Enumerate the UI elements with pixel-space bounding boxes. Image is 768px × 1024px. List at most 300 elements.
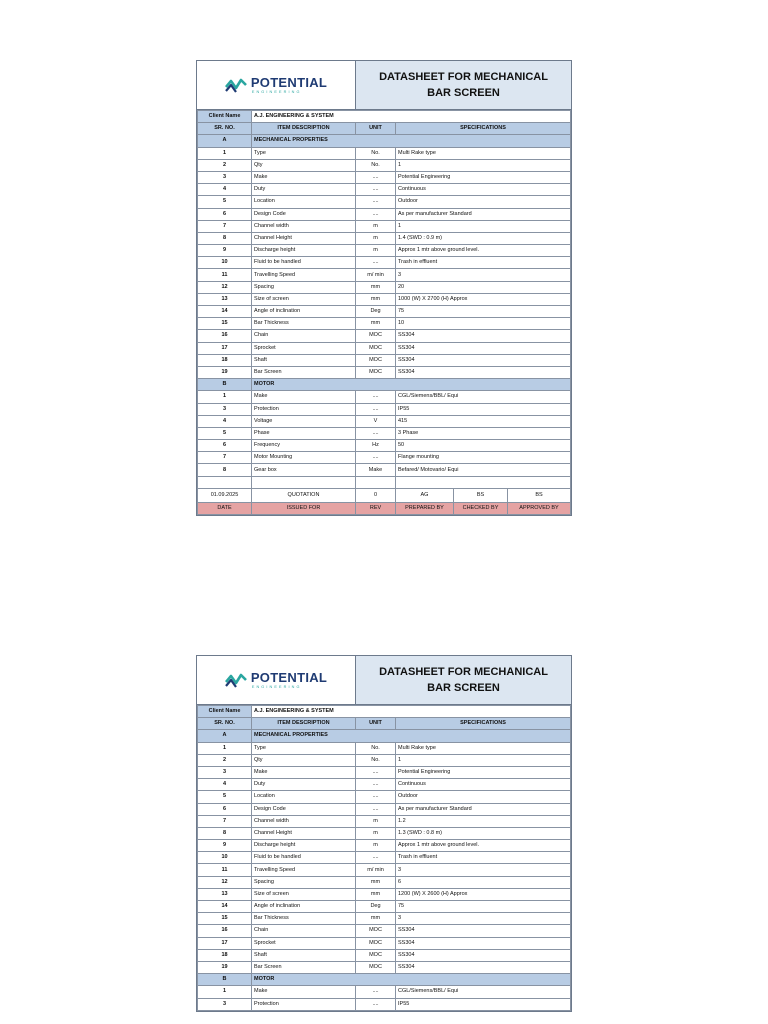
sr-no-cell: 11: [198, 864, 252, 876]
item-description-cell: Spacing: [252, 876, 356, 888]
unit-cell: Deg: [356, 901, 396, 913]
section-title: MOTOR: [252, 379, 571, 391]
sr-no-cell: 12: [198, 281, 252, 293]
item-description-cell: Channel Height: [252, 827, 356, 839]
table-row: [198, 888, 571, 900]
section-code: B: [198, 379, 252, 391]
unit-cell: No.: [356, 754, 396, 766]
table-row: [198, 815, 571, 827]
unit-cell: ....: [356, 766, 396, 778]
table-row: [198, 998, 571, 1010]
specification-cell: IP55: [396, 403, 571, 415]
unit-cell: MOC: [356, 342, 396, 354]
sr-no-cell: 12: [198, 876, 252, 888]
specification-cell: SS304: [396, 342, 571, 354]
sr-no-cell: 13: [198, 888, 252, 900]
item-description-cell: Make: [252, 986, 356, 998]
specification-cell: As per manufacturer Standard: [396, 208, 571, 220]
table-row: [198, 852, 571, 864]
table-row: [198, 986, 571, 998]
specification-cell: 10: [396, 318, 571, 330]
sr-no-cell: 16: [198, 925, 252, 937]
item-description-cell: Fluid to be handled: [252, 257, 356, 269]
company-logo: [197, 656, 356, 704]
sr-no-cell: 1: [198, 742, 252, 754]
item-description-cell: Size of screen: [252, 888, 356, 900]
item-description-cell: Make: [252, 171, 356, 183]
logo-subtitle: ENGINEERING: [251, 684, 302, 689]
blank-cell: [396, 476, 571, 488]
spec-table-body: [198, 706, 571, 1011]
unit-cell: MOC: [356, 961, 396, 973]
sr-no-cell: 5: [198, 791, 252, 803]
unit-cell: ....: [356, 791, 396, 803]
specification-cell: 1: [396, 754, 571, 766]
item-description-cell: Phase: [252, 427, 356, 439]
specification-cell: SS304: [396, 925, 571, 937]
datasheet-page-1: [196, 60, 572, 516]
section-header-row: [198, 974, 571, 986]
sr-no-cell: 19: [198, 961, 252, 973]
col-header-item-description: ITEM DESCRIPTION: [252, 123, 356, 135]
item-description-cell: Gear box: [252, 464, 356, 476]
unit-cell: ....: [356, 403, 396, 415]
logo-name: POTENTIAL: [250, 74, 328, 90]
item-description-cell: Protection: [252, 403, 356, 415]
unit-cell: m: [356, 220, 396, 232]
specification-cell: Potential Engineering: [396, 171, 571, 183]
table-row: [198, 925, 571, 937]
revision-value-cell: BS: [454, 488, 508, 502]
specification-cell: 3 Phase: [396, 427, 571, 439]
item-description-cell: Shaft: [252, 949, 356, 961]
table-row: [198, 803, 571, 815]
sheet-header: [197, 656, 571, 705]
unit-cell: m: [356, 815, 396, 827]
sr-no-cell: 9: [198, 245, 252, 257]
specification-cell: SS304: [396, 354, 571, 366]
sr-no-cell: 8: [198, 827, 252, 839]
column-header-row: [198, 718, 571, 730]
table-row: [198, 184, 571, 196]
table-row: [198, 171, 571, 183]
revision-label-cell: APPROVED BY: [508, 502, 571, 514]
unit-cell: Deg: [356, 306, 396, 318]
table-row: [198, 391, 571, 403]
unit-cell: MOC: [356, 937, 396, 949]
unit-cell: ....: [356, 803, 396, 815]
unit-cell: MOC: [356, 949, 396, 961]
spec-table-body: [198, 111, 571, 515]
table-row: [198, 342, 571, 354]
sr-no-cell: 10: [198, 257, 252, 269]
item-description-cell: Fluid to be handled: [252, 852, 356, 864]
unit-cell: No.: [356, 159, 396, 171]
specification-cell: Flange mounting: [396, 452, 571, 464]
revision-value-cell: QUOTATION: [252, 488, 356, 502]
specification-cell: As per manufacturer Standard: [396, 803, 571, 815]
sr-no-cell: 3: [198, 403, 252, 415]
sr-no-cell: 2: [198, 159, 252, 171]
specification-cell: 1000 (W) X 2700 (H) Approx: [396, 293, 571, 305]
item-description-cell: Bar Screen: [252, 961, 356, 973]
item-description-cell: Location: [252, 791, 356, 803]
unit-cell: mm: [356, 281, 396, 293]
revision-value-cell: BS: [508, 488, 571, 502]
col-header-unit: UNIT: [356, 123, 396, 135]
item-description-cell: Sprocket: [252, 937, 356, 949]
unit-cell: mm: [356, 913, 396, 925]
item-description-cell: Voltage: [252, 415, 356, 427]
sr-no-cell: 9: [198, 840, 252, 852]
col-header-specifications: SPECIFICATIONS: [396, 123, 571, 135]
sr-no-cell: 18: [198, 949, 252, 961]
sr-no-cell: 14: [198, 901, 252, 913]
item-description-cell: Qty: [252, 754, 356, 766]
datasheet-page-2: [196, 655, 572, 1012]
col-header-sr-no: SR. NO.: [198, 718, 252, 730]
specification-cell: Continuous: [396, 779, 571, 791]
sr-no-cell: 8: [198, 464, 252, 476]
unit-cell: MOC: [356, 354, 396, 366]
table-row: [198, 440, 571, 452]
unit-cell: m/ min: [356, 269, 396, 281]
specification-cell: CGL/Siemens/BBL/ Equi: [396, 391, 571, 403]
item-description-cell: Bar Screen: [252, 366, 356, 378]
section-header-row: [198, 135, 571, 147]
specification-cell: 415: [396, 415, 571, 427]
section-title: MOTOR: [252, 974, 571, 986]
sr-no-cell: 17: [198, 342, 252, 354]
sr-no-cell: 8: [198, 232, 252, 244]
specification-cell: 1: [396, 220, 571, 232]
item-description-cell: Frequency: [252, 440, 356, 452]
item-description-cell: Duty: [252, 779, 356, 791]
table-row: [198, 220, 571, 232]
table-row: [198, 196, 571, 208]
logo-name: POTENTIAL: [250, 669, 328, 685]
unit-cell: No.: [356, 147, 396, 159]
table-row: [198, 876, 571, 888]
table-row: [198, 937, 571, 949]
revision-label-cell: REV: [356, 502, 396, 514]
sr-no-cell: 7: [198, 220, 252, 232]
sr-no-cell: 16: [198, 330, 252, 342]
specification-cell: Outdoor: [396, 196, 571, 208]
sr-no-cell: 1: [198, 391, 252, 403]
specification-cell: 6: [396, 876, 571, 888]
specification-cell: Trash in effluent: [396, 257, 571, 269]
unit-cell: ....: [356, 171, 396, 183]
item-description-cell: Chain: [252, 925, 356, 937]
client-name-label: Client Name: [198, 111, 252, 123]
item-description-cell: Make: [252, 766, 356, 778]
item-description-cell: Channel Height: [252, 232, 356, 244]
unit-cell: MOC: [356, 366, 396, 378]
spec-table: [197, 705, 571, 1011]
item-description-cell: Type: [252, 147, 356, 159]
specification-cell: 50: [396, 440, 571, 452]
item-description-cell: Spacing: [252, 281, 356, 293]
item-description-cell: Location: [252, 196, 356, 208]
unit-cell: ....: [356, 196, 396, 208]
item-description-cell: Design Code: [252, 803, 356, 815]
section-title: MECHANICAL PROPERTIES: [252, 135, 571, 147]
unit-cell: ....: [356, 427, 396, 439]
unit-cell: No.: [356, 742, 396, 754]
revision-values-row: [198, 488, 571, 502]
specification-cell: Potential Engineering: [396, 766, 571, 778]
unit-cell: V: [356, 415, 396, 427]
table-row: [198, 208, 571, 220]
unit-cell: m/ min: [356, 864, 396, 876]
item-description-cell: Bar Thickness: [252, 913, 356, 925]
table-row: [198, 766, 571, 778]
client-name-value: A.J. ENGINEERING & SYSTEM: [252, 706, 571, 718]
item-description-cell: Type: [252, 742, 356, 754]
sr-no-cell: 3: [198, 998, 252, 1010]
revision-label-cell: PREPARED BY: [396, 502, 454, 514]
table-row: [198, 245, 571, 257]
sr-no-cell: 6: [198, 803, 252, 815]
specification-cell: 3: [396, 269, 571, 281]
item-description-cell: Channel width: [252, 220, 356, 232]
sr-no-cell: 19: [198, 366, 252, 378]
sr-no-cell: 1: [198, 147, 252, 159]
specification-cell: 3: [396, 864, 571, 876]
sr-no-cell: 14: [198, 306, 252, 318]
specification-cell: SS304: [396, 330, 571, 342]
unit-cell: ....: [356, 208, 396, 220]
item-description-cell: Protection: [252, 998, 356, 1010]
specification-cell: Trash in effluent: [396, 852, 571, 864]
sr-no-cell: 3: [198, 766, 252, 778]
table-row: [198, 427, 571, 439]
logo-subtitle: ENGINEERING: [251, 89, 302, 94]
specification-cell: Approx 1 mtr above ground level.: [396, 840, 571, 852]
unit-cell: m: [356, 245, 396, 257]
specification-cell: SS304: [396, 366, 571, 378]
table-row: [198, 257, 571, 269]
sr-no-cell: 3: [198, 171, 252, 183]
sr-no-cell: 5: [198, 427, 252, 439]
sr-no-cell: 6: [198, 440, 252, 452]
item-description-cell: Angle of inclination: [252, 306, 356, 318]
item-description-cell: Travelling Speed: [252, 864, 356, 876]
specification-cell: 75: [396, 306, 571, 318]
revision-value-cell: 01.09.2025: [198, 488, 252, 502]
table-row: [198, 901, 571, 913]
item-description-cell: Discharge height: [252, 245, 356, 257]
sheet-header: [197, 61, 571, 110]
table-row: [198, 464, 571, 476]
table-row: [198, 949, 571, 961]
table-row: [198, 779, 571, 791]
table-row: [198, 159, 571, 171]
item-description-cell: Size of screen: [252, 293, 356, 305]
unit-cell: ....: [356, 852, 396, 864]
unit-cell: ....: [356, 257, 396, 269]
specification-cell: 1.4 (SWD : 0.9 m): [396, 232, 571, 244]
item-description-cell: Duty: [252, 184, 356, 196]
item-description-cell: Travelling Speed: [252, 269, 356, 281]
specification-cell: Befared/ Motovario/ Equi: [396, 464, 571, 476]
unit-cell: ....: [356, 779, 396, 791]
table-row: [198, 403, 571, 415]
table-row: [198, 452, 571, 464]
sr-no-cell: 10: [198, 852, 252, 864]
sr-no-cell: 7: [198, 815, 252, 827]
revision-value-cell: AG: [396, 488, 454, 502]
table-row: [198, 961, 571, 973]
column-header-row: [198, 123, 571, 135]
sr-no-cell: 18: [198, 354, 252, 366]
specification-cell: Continuous: [396, 184, 571, 196]
item-description-cell: Motor Mounting: [252, 452, 356, 464]
client-row: [198, 706, 571, 718]
section-header-row: [198, 730, 571, 742]
revision-labels-row: [198, 502, 571, 514]
client-row: [198, 111, 571, 123]
sr-no-cell: 6: [198, 208, 252, 220]
specification-cell: Multi Rake type: [396, 147, 571, 159]
specification-cell: IP55: [396, 998, 571, 1010]
spec-table: [197, 110, 571, 515]
col-header-item-description: ITEM DESCRIPTION: [252, 718, 356, 730]
unit-cell: mm: [356, 888, 396, 900]
item-description-cell: Chain: [252, 330, 356, 342]
table-row: [198, 269, 571, 281]
table-row: [198, 913, 571, 925]
section-code: A: [198, 730, 252, 742]
table-row: [198, 754, 571, 766]
section-code: B: [198, 974, 252, 986]
specification-cell: CGL/Siemens/BBL/ Equi: [396, 986, 571, 998]
revision-label-cell: DATE: [198, 502, 252, 514]
sr-no-cell: 11: [198, 269, 252, 281]
item-description-cell: Channel width: [252, 815, 356, 827]
sr-no-cell: 17: [198, 937, 252, 949]
specification-cell: SS304: [396, 949, 571, 961]
unit-cell: m: [356, 827, 396, 839]
unit-cell: ....: [356, 452, 396, 464]
specification-cell: Multi Rake type: [396, 742, 571, 754]
specification-cell: Approx 1 mtr above ground level.: [396, 245, 571, 257]
client-name-value: A.J. ENGINEERING & SYSTEM: [252, 111, 571, 123]
unit-cell: mm: [356, 318, 396, 330]
specification-cell: 1.3 (SWD : 0.8 m): [396, 827, 571, 839]
blank-row: [198, 476, 571, 488]
col-header-specifications: SPECIFICATIONS: [396, 718, 571, 730]
table-row: [198, 147, 571, 159]
logo-mark-icon: [225, 672, 247, 688]
unit-cell: Make: [356, 464, 396, 476]
sr-no-cell: 2: [198, 754, 252, 766]
revision-label-cell: CHECKED BY: [454, 502, 508, 514]
specification-cell: 1.2: [396, 815, 571, 827]
specification-cell: 75: [396, 901, 571, 913]
revision-value-cell: 0: [356, 488, 396, 502]
sr-no-cell: 7: [198, 452, 252, 464]
sr-no-cell: 15: [198, 318, 252, 330]
unit-cell: MOC: [356, 925, 396, 937]
item-description-cell: Angle of inclination: [252, 901, 356, 913]
specification-cell: SS304: [396, 961, 571, 973]
blank-cell: [356, 476, 396, 488]
item-description-cell: Qty: [252, 159, 356, 171]
table-row: [198, 742, 571, 754]
table-row: [198, 827, 571, 839]
specification-cell: 3: [396, 913, 571, 925]
document-title: DATASHEET FOR MECHANICAL BAR SCREEN: [356, 61, 571, 109]
unit-cell: ....: [356, 184, 396, 196]
specification-cell: SS304: [396, 937, 571, 949]
item-description-cell: Bar Thickness: [252, 318, 356, 330]
unit-cell: m: [356, 840, 396, 852]
unit-cell: ....: [356, 986, 396, 998]
section-code: A: [198, 135, 252, 147]
unit-cell: ....: [356, 998, 396, 1010]
unit-cell: m: [356, 232, 396, 244]
col-header-sr-no: SR. NO.: [198, 123, 252, 135]
specification-cell: 1200 (W) X 2600 (H) Approx: [396, 888, 571, 900]
unit-cell: MOC: [356, 330, 396, 342]
specification-cell: 20: [396, 281, 571, 293]
table-row: [198, 791, 571, 803]
item-description-cell: Shaft: [252, 354, 356, 366]
table-row: [198, 354, 571, 366]
item-description-cell: Make: [252, 391, 356, 403]
revision-label-cell: ISSUED FOR: [252, 502, 356, 514]
client-name-label: Client Name: [198, 706, 252, 718]
specification-cell: Outdoor: [396, 791, 571, 803]
item-description-cell: Design Code: [252, 208, 356, 220]
table-row: [198, 330, 571, 342]
unit-cell: mm: [356, 293, 396, 305]
sr-no-cell: 4: [198, 184, 252, 196]
table-row: [198, 232, 571, 244]
item-description-cell: Sprocket: [252, 342, 356, 354]
sr-no-cell: 4: [198, 415, 252, 427]
blank-cell: [198, 476, 252, 488]
table-row: [198, 366, 571, 378]
sr-no-cell: 5: [198, 196, 252, 208]
specification-cell: 1: [396, 159, 571, 171]
section-header-row: [198, 379, 571, 391]
logo-mark-icon: [225, 77, 247, 93]
sr-no-cell: 15: [198, 913, 252, 925]
table-row: [198, 415, 571, 427]
unit-cell: mm: [356, 876, 396, 888]
sr-no-cell: 4: [198, 779, 252, 791]
section-title: MECHANICAL PROPERTIES: [252, 730, 571, 742]
document-title: DATASHEET FOR MECHANICAL BAR SCREEN: [356, 656, 571, 704]
sr-no-cell: 13: [198, 293, 252, 305]
table-row: [198, 281, 571, 293]
table-row: [198, 864, 571, 876]
col-header-unit: UNIT: [356, 718, 396, 730]
company-logo: [197, 61, 356, 109]
blank-cell: [252, 476, 356, 488]
sr-no-cell: 1: [198, 986, 252, 998]
table-row: [198, 306, 571, 318]
unit-cell: ....: [356, 391, 396, 403]
item-description-cell: Discharge height: [252, 840, 356, 852]
table-row: [198, 293, 571, 305]
table-row: [198, 840, 571, 852]
unit-cell: Hz: [356, 440, 396, 452]
table-row: [198, 318, 571, 330]
